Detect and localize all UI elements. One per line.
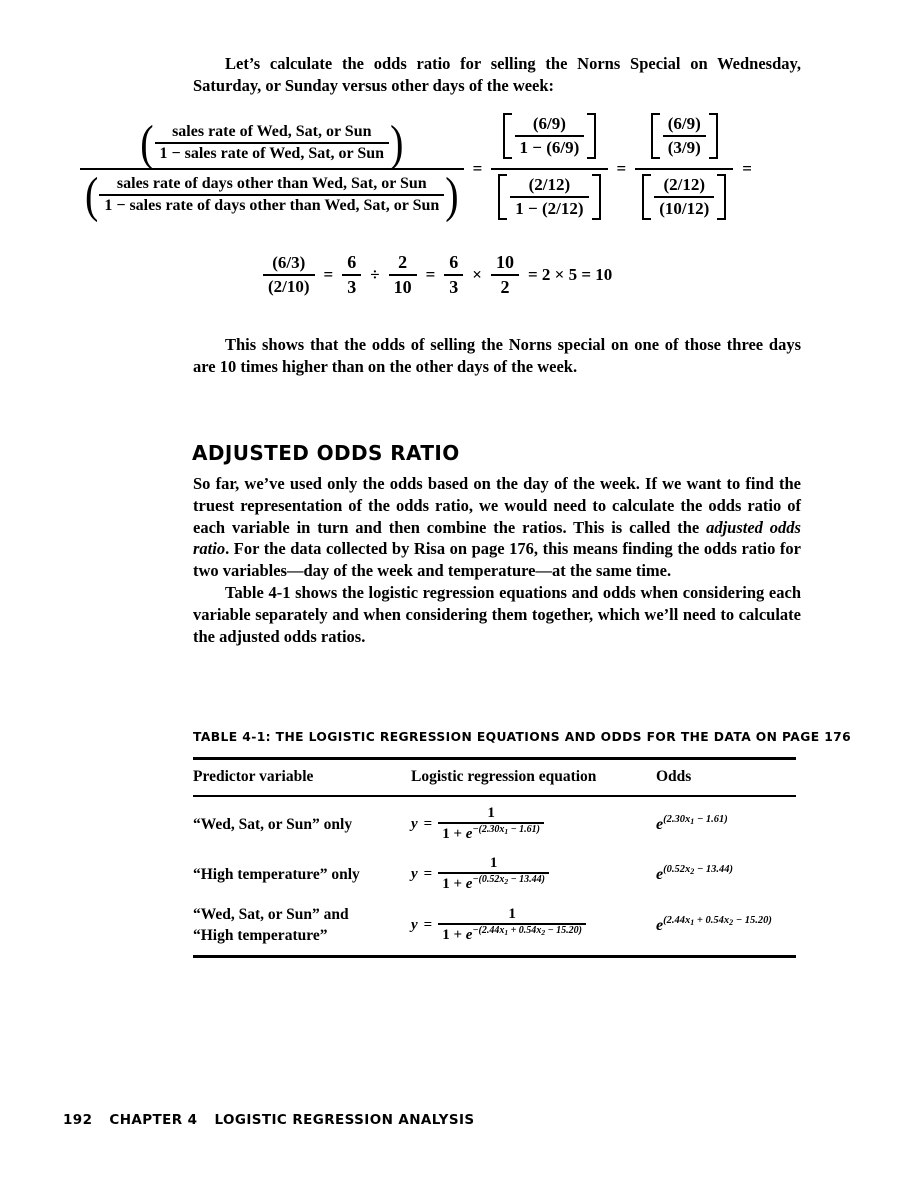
lhs-denominator-parens <box>85 174 459 216</box>
coefficient: 2.30 <box>481 824 500 835</box>
step2-numerator-brackets <box>503 113 597 159</box>
x-variable: x <box>684 864 691 875</box>
subscript: 1 <box>690 817 695 826</box>
result-paragraph <box>193 334 801 378</box>
ratio-fraction <box>263 252 315 298</box>
step3-num-top: (6/9) <box>667 114 701 133</box>
table-row <box>193 899 796 951</box>
ratio-num: (6/3) <box>272 253 306 272</box>
exponent <box>472 925 581 936</box>
e-variable: e <box>465 826 473 842</box>
subscript: 2 <box>504 877 509 886</box>
x-variable: x <box>536 925 542 936</box>
equals-sign: = <box>616 159 627 178</box>
table-header-row <box>193 757 796 797</box>
ratio-den: (2/10) <box>263 274 315 298</box>
adjusted-odds-ratio-term: adjusted odds ratio <box>193 517 801 559</box>
lhs-fraction <box>80 121 464 217</box>
table-4-1 <box>193 757 796 958</box>
e-variable: e <box>656 816 664 833</box>
table-body <box>193 797 796 958</box>
header-logistic-regression-equation: Logistic regression equation <box>411 768 597 785</box>
equation-denominator <box>438 822 544 843</box>
x-variable: x <box>499 925 505 936</box>
lhs-num-top: ( sales rate of Wed, Sat, or Sun <box>172 123 372 140</box>
step2-num-top: (6/9) <box>532 114 566 133</box>
e-variable: e <box>465 876 473 892</box>
odds-exponent <box>663 814 728 825</box>
subscript: 1 <box>690 918 695 927</box>
exp-sign: −( <box>472 925 482 936</box>
header-odds: Odds <box>656 768 692 785</box>
step3-numerator-brackets <box>651 113 718 159</box>
exp-middle: + 0.54 <box>508 925 537 936</box>
predictor-line-2: “High temperature” <box>193 927 328 944</box>
x-variable: x <box>723 915 730 926</box>
coefficient: 2.30 <box>666 814 685 825</box>
footer-title: LOGISTIC REGRESSION ANALYSIS <box>214 1112 475 1128</box>
equation-numerator: 1 <box>487 805 495 821</box>
odds-cell <box>656 814 796 834</box>
e-variable: e <box>656 917 664 934</box>
section-paragraph-1-text: So far, we’ve used only the odds based on the day of the week. If we want to find the truest representation of the odds ratio, we would need to calculate the odds ratio of each variable in turn and then combine the ratios. This is called the <box>193 474 801 537</box>
fraction-den: 3 <box>444 274 463 299</box>
exponent <box>472 824 540 835</box>
equation-denominator <box>438 923 586 944</box>
fraction-num: 2 <box>398 252 408 272</box>
exponent <box>472 874 545 885</box>
page-footer <box>63 1112 475 1128</box>
e-variable: e <box>656 866 664 883</box>
simplification-equation <box>263 251 612 299</box>
coefficient: 0.52 <box>666 864 685 875</box>
exp-tail: − 15.20) <box>733 915 772 926</box>
subscript: 2 <box>541 928 546 937</box>
e-variable: e <box>465 927 473 943</box>
lhs-den-bottom: 1 − sales rate of days other than Wed, Sat, or Sun <box>99 194 444 216</box>
equals-sign: = <box>472 159 483 178</box>
section-paragraph-1 <box>193 473 801 582</box>
den-prefix: 1 + <box>442 927 466 943</box>
x-variable: x <box>684 915 691 926</box>
exp-tail: − 13.44) <box>508 874 545 885</box>
equals-sign: = <box>425 265 436 284</box>
exp-tail: − 15.20) <box>545 925 582 936</box>
section-paragraph-2: Table 4-1 shows the logistic regression equations and odds when considering each variable separately and when considering them together, which we’ll need to calculate the adjusted odds ratios. <box>193 582 801 646</box>
multiplication-sign: × <box>472 265 482 284</box>
subscript: 2 <box>690 867 695 876</box>
step3-num-bottom: (3/9) <box>663 135 706 159</box>
fraction-num: 6 <box>449 252 459 272</box>
predictor-cell <box>193 904 411 946</box>
odds-open: ( <box>663 814 667 825</box>
fraction-num: 6 <box>347 252 357 272</box>
predictor-cell: “Wed, Sat, or Sun” only <box>193 815 353 833</box>
fraction-den: 10 <box>389 274 417 299</box>
fraction <box>444 251 463 299</box>
odds-exponent <box>663 915 772 926</box>
fraction-den: 3 <box>342 274 361 299</box>
footer-chapter: CHAPTER 4 <box>109 1112 198 1128</box>
section-body <box>193 473 801 647</box>
intro-paragraph <box>193 53 801 97</box>
subscript: 1 <box>504 827 509 836</box>
fraction-den: 2 <box>491 274 519 299</box>
step3-denominator-brackets <box>642 174 726 220</box>
den-prefix: 1 + <box>442 826 466 842</box>
equals-sign: = <box>323 265 334 284</box>
equals-sign: = <box>742 159 752 178</box>
fraction <box>342 251 361 299</box>
step2-denominator-brackets <box>498 174 600 220</box>
step3-den-bottom: (10/12) <box>654 196 714 220</box>
odds-cell <box>656 915 796 935</box>
table-caption: TABLE 4-1: THE LOGISTIC REGRESSION EQUATIONS AND ODDS FOR THE DATA ON PAGE 176 <box>193 730 852 744</box>
exp-tail: − 1.61) <box>508 824 540 835</box>
equals-sign: = <box>423 815 433 832</box>
section-paragraph-1-cont: . For the data collected by Risa on page 176, this means finding the odds ratio for two variables—day of the week and temperature—at the same time. <box>193 539 801 581</box>
coefficient: 2.44 <box>666 915 685 926</box>
odds-open: ( <box>663 864 667 875</box>
step2-den-top: (2/12) <box>528 175 571 194</box>
lhs-num-bottom: 1 − sales rate of Wed, Sat, or Sun <box>155 142 390 164</box>
odds-exponent <box>663 864 733 875</box>
predictor-cell: “High temperature” only <box>193 865 360 883</box>
subscript: 2 <box>729 918 734 927</box>
step2-fraction <box>491 112 607 226</box>
division-sign: ÷ <box>370 265 380 284</box>
odds-ratio-equation <box>80 112 752 226</box>
fraction <box>491 251 519 299</box>
y-variable: y <box>411 916 418 933</box>
x-variable: x <box>684 814 691 825</box>
equation-denominator <box>438 872 549 893</box>
step3-den-top: (2/12) <box>663 175 705 194</box>
x-variable: x <box>499 874 505 885</box>
equation-numerator: 1 <box>508 906 516 922</box>
equation-cell <box>411 805 656 843</box>
subscript: 1 <box>504 928 509 937</box>
odds-open: ( <box>663 915 667 926</box>
footer-page-number: 192 <box>63 1112 93 1128</box>
step2-den-bottom: 1 − (2/12) <box>510 196 588 220</box>
fraction-num: 10 <box>495 252 514 272</box>
coefficient: 0.52 <box>481 874 500 885</box>
step2-num-bottom: 1 − (6/9) <box>515 135 585 159</box>
header-predictor-variable: Predictor variable <box>193 768 314 785</box>
coefficient: 2.44 <box>481 925 500 936</box>
step3-fraction <box>635 112 733 226</box>
intro-text: Let’s calculate the odds ratio for selling the Norns Special on Wednesday, Saturday, or Sunday versus other days of the week: <box>193 54 801 95</box>
equation-result: = 2 × 5 = 10 <box>527 265 613 284</box>
equation-cell <box>411 855 656 893</box>
lhs-numerator-parens <box>140 122 403 164</box>
predictor-line-1: “Wed, Sat, or Sun” and <box>193 906 349 923</box>
exp-tail: − 1.61) <box>694 814 728 825</box>
result-text: This shows that the odds of selling the Norns special on one of those three days are 10 times higher than on the other days of the week. <box>193 335 801 376</box>
x-variable: x <box>499 824 505 835</box>
table-row <box>193 799 796 849</box>
exp-tail: − 13.44) <box>694 864 733 875</box>
equation-numerator: 1 <box>489 855 498 871</box>
equals-sign: = <box>423 916 433 933</box>
exp-sign: −( <box>472 824 482 835</box>
table-row <box>193 849 796 899</box>
exp-sign: −( <box>472 874 482 885</box>
fraction <box>389 251 417 299</box>
den-prefix: 1 + <box>442 876 466 892</box>
equals-sign: = <box>423 865 433 882</box>
y-variable: y <box>411 865 418 882</box>
odds-cell <box>656 864 796 884</box>
section-heading: ADJUSTED ODDS RATIO <box>192 441 460 465</box>
y-variable: y <box>411 815 418 832</box>
lhs-den-top: ( sales rate of days other than Wed, Sat, or Sun <box>116 175 427 192</box>
equation-cell <box>411 906 656 944</box>
exp-middle: + 0.54 <box>694 915 724 926</box>
